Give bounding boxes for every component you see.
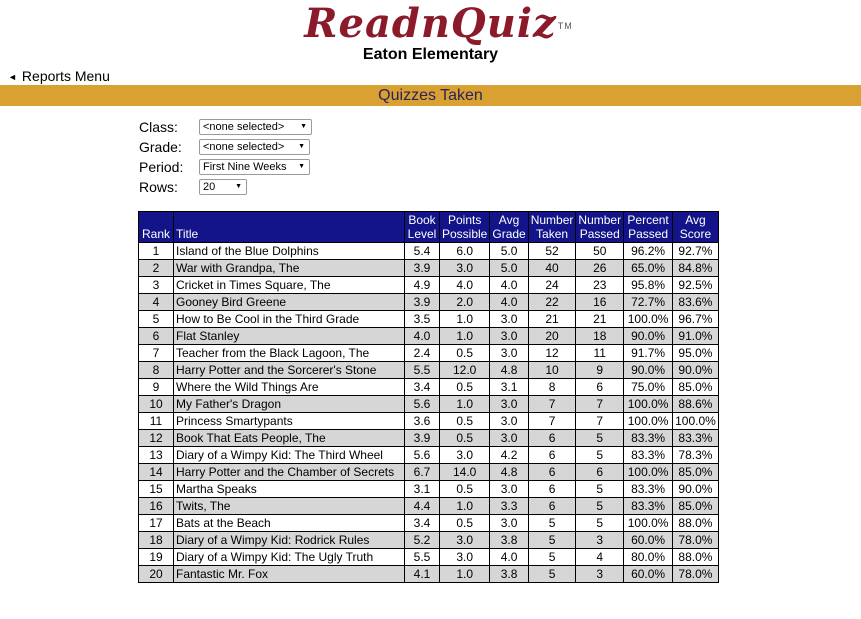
cell-points: 1.0 (440, 498, 490, 515)
cell-avg-score: 78.0% (673, 532, 719, 549)
school-name: Eaton Elementary (362, 46, 499, 63)
cell-percent: 72.7% (624, 294, 673, 311)
cell-points: 3.0 (440, 260, 490, 277)
header-line: Passed (628, 227, 669, 241)
cell-points: 1.0 (440, 566, 490, 583)
cell-rank: 10 (139, 396, 174, 413)
table-row (139, 277, 719, 294)
cell-avg-score: 88.0% (673, 515, 719, 532)
filter-label: Period: (139, 159, 184, 175)
cell-taken: 6 (528, 464, 576, 481)
table-row (139, 532, 719, 549)
cell-avg-grade: 3.0 (490, 311, 528, 328)
header-line: Number (578, 213, 622, 227)
cell-avg-grade: 3.0 (490, 481, 528, 498)
cell-book-level: 3.4 (405, 515, 440, 532)
cell-taken: 6 (528, 498, 576, 515)
cell-taken: 21 (528, 311, 576, 328)
cell-percent: 95.8% (624, 277, 673, 294)
table-row (139, 362, 719, 379)
cell-avg-score: 88.0% (673, 549, 719, 566)
cell-book-level: 6.7 (405, 464, 440, 481)
cell-book-level: 3.6 (405, 413, 440, 430)
cell-passed: 3 (576, 532, 624, 549)
cell-rank: 11 (139, 413, 174, 430)
cell-avg-score: 78.3% (673, 447, 719, 464)
cell-book-level: 4.0 (405, 328, 440, 345)
reports-menu-link[interactable] (8, 68, 110, 84)
logo-trademark: TM (557, 21, 573, 31)
table-row (139, 515, 719, 532)
header-line: Score (679, 227, 712, 241)
col-title[interactable]: Title (174, 212, 405, 243)
col-avg-score[interactable] (673, 212, 719, 243)
cell-taken: 5 (528, 549, 576, 566)
cell-rank: 17 (139, 515, 174, 532)
cell-passed: 16 (576, 294, 624, 311)
col-number-taken[interactable] (528, 212, 576, 243)
quizzes-table (138, 211, 719, 583)
cell-title: Flat Stanley (174, 328, 405, 345)
cell-rank: 6 (139, 328, 174, 345)
triangle-down-icon: ▼ (298, 163, 305, 170)
cell-passed: 5 (576, 447, 624, 464)
cell-passed: 23 (576, 277, 624, 294)
cell-avg-grade: 3.3 (490, 498, 528, 515)
cell-taken: 6 (528, 430, 576, 447)
cell-passed: 5 (576, 430, 624, 447)
cell-taken: 7 (528, 396, 576, 413)
cell-avg-score: 78.0% (673, 566, 719, 583)
cell-title: Teacher from the Black Lagoon, The (174, 345, 405, 362)
cell-avg-grade: 5.0 (490, 260, 528, 277)
cell-rank: 3 (139, 277, 174, 294)
reports-menu-label: Reports Menu (21, 68, 110, 84)
cell-avg-grade: 4.0 (490, 549, 528, 566)
cell-taken: 6 (528, 447, 576, 464)
cell-title: Princess Smartypants (174, 413, 405, 430)
cell-rank: 20 (139, 566, 174, 583)
triangle-left-icon: ◄ (8, 72, 17, 82)
cell-taken: 5 (528, 515, 576, 532)
table-row (139, 379, 719, 396)
cell-avg-score: 92.7% (673, 243, 719, 260)
cell-avg-score: 90.0% (673, 481, 719, 498)
select-value: <none selected> (203, 121, 285, 133)
col-number-passed[interactable] (576, 212, 624, 243)
header-line: Book (408, 213, 436, 227)
cell-rank: 1 (139, 243, 174, 260)
cell-avg-score: 95.0% (673, 345, 719, 362)
table-row (139, 481, 719, 498)
cell-points: 4.0 (440, 277, 490, 294)
cell-taken: 7 (528, 413, 576, 430)
cell-avg-grade: 4.0 (490, 294, 528, 311)
cell-book-level: 5.6 (405, 396, 440, 413)
cell-book-level: 5.5 (405, 549, 440, 566)
header-line: Points (448, 213, 482, 227)
cell-book-level: 3.4 (405, 379, 440, 396)
header-line: Grade (492, 227, 526, 241)
col-book-level[interactable] (405, 212, 440, 243)
class-select[interactable] (199, 119, 312, 135)
cell-points: 1.0 (440, 328, 490, 345)
cell-taken: 24 (528, 277, 576, 294)
cell-rank: 12 (139, 430, 174, 447)
cell-book-level: 3.1 (405, 481, 440, 498)
cell-book-level: 3.5 (405, 311, 440, 328)
cell-book-level: 3.9 (405, 260, 440, 277)
cell-avg-grade: 5.0 (490, 243, 528, 260)
cell-avg-grade: 3.0 (490, 515, 528, 532)
col-percent-passed[interactable] (624, 212, 673, 243)
cell-passed: 7 (576, 413, 624, 430)
cell-rank: 18 (139, 532, 174, 549)
cell-book-level: 4.1 (405, 566, 440, 583)
cell-taken: 52 (528, 243, 576, 260)
cell-percent: 96.2% (624, 243, 673, 260)
cell-percent: 83.3% (624, 498, 673, 515)
filter-class (139, 117, 312, 137)
cell-title: Bats at the Beach (174, 515, 405, 532)
table-row (139, 464, 719, 481)
cell-rank: 4 (139, 294, 174, 311)
cell-taken: 5 (528, 532, 576, 549)
cell-rank: 9 (139, 379, 174, 396)
header-line: Passed (579, 227, 620, 241)
cell-percent: 83.3% (624, 430, 673, 447)
table-row (139, 498, 719, 515)
header-line: Taken (536, 227, 569, 241)
cell-percent: 90.0% (624, 328, 673, 345)
cell-book-level: 5.5 (405, 362, 440, 379)
cell-percent: 100.0% (624, 464, 673, 481)
filter-period (139, 157, 312, 177)
cell-title: Book That Eats People, The (174, 430, 405, 447)
filter-panel (139, 117, 312, 197)
cell-title: Fantastic Mr. Fox (174, 566, 405, 583)
table-row (139, 396, 719, 413)
cell-percent: 75.0% (624, 379, 673, 396)
cell-avg-grade: 4.2 (490, 447, 528, 464)
cell-percent: 100.0% (624, 396, 673, 413)
grade-select[interactable] (199, 139, 310, 155)
cell-passed: 5 (576, 481, 624, 498)
cell-rank: 19 (139, 549, 174, 566)
cell-passed: 21 (576, 311, 624, 328)
cell-passed: 11 (576, 345, 624, 362)
cell-passed: 50 (576, 243, 624, 260)
cell-avg-grade: 3.0 (490, 430, 528, 447)
cell-points: 12.0 (440, 362, 490, 379)
cell-points: 14.0 (440, 464, 490, 481)
header-line: Avg (498, 213, 520, 227)
cell-points: 2.0 (440, 294, 490, 311)
table-row (139, 243, 719, 260)
cell-rank: 15 (139, 481, 174, 498)
cell-percent: 90.0% (624, 362, 673, 379)
cell-book-level: 5.2 (405, 532, 440, 549)
cell-points: 3.0 (440, 549, 490, 566)
logo-main: ReadnQuiz (304, 0, 557, 47)
cell-percent: 60.0% (624, 566, 673, 583)
cell-points: 0.5 (440, 515, 490, 532)
cell-title: Martha Speaks (174, 481, 405, 498)
logo-text (304, 0, 573, 47)
cell-book-level: 5.4 (405, 243, 440, 260)
cell-passed: 18 (576, 328, 624, 345)
cell-passed: 4 (576, 549, 624, 566)
cell-book-level: 5.6 (405, 447, 440, 464)
cell-points: 1.0 (440, 396, 490, 413)
table-row (139, 328, 719, 345)
cell-title: How to Be Cool in the Third Grade (174, 311, 405, 328)
cell-title: Cricket in Times Square, The (174, 277, 405, 294)
cell-points: 0.5 (440, 379, 490, 396)
cell-taken: 6 (528, 481, 576, 498)
page-title-banner (0, 85, 861, 106)
cell-avg-score: 92.5% (673, 277, 719, 294)
cell-rank: 8 (139, 362, 174, 379)
table-row (139, 345, 719, 362)
cell-percent: 65.0% (624, 260, 673, 277)
cell-points: 0.5 (440, 481, 490, 498)
triangle-down-icon: ▼ (300, 123, 307, 130)
cell-passed: 5 (576, 498, 624, 515)
cell-points: 1.0 (440, 311, 490, 328)
cell-rank: 7 (139, 345, 174, 362)
table-header-row (139, 212, 719, 243)
filter-grade (139, 137, 312, 157)
header-line: Possible (442, 227, 488, 241)
cell-points: 0.5 (440, 430, 490, 447)
cell-title: Diary of a Wimpy Kid: Rodrick Rules (174, 532, 405, 549)
cell-avg-grade: 3.0 (490, 328, 528, 345)
table-row (139, 294, 719, 311)
cell-avg-grade: 4.0 (490, 277, 528, 294)
table-body (139, 243, 719, 583)
triangle-down-icon: ▼ (298, 143, 305, 150)
cell-title: Twits, The (174, 498, 405, 515)
cell-avg-grade: 3.0 (490, 345, 528, 362)
cell-passed: 26 (576, 260, 624, 277)
table-row (139, 447, 719, 464)
period-select[interactable] (199, 159, 310, 175)
cell-taken: 10 (528, 362, 576, 379)
select-value: First Nine Weeks (203, 161, 287, 173)
cell-taken: 8 (528, 379, 576, 396)
table-row (139, 430, 719, 447)
cell-book-level: 3.9 (405, 294, 440, 311)
col-avg-grade[interactable] (490, 212, 528, 243)
col-points-possible[interactable] (440, 212, 490, 243)
cell-avg-grade: 4.8 (490, 362, 528, 379)
cell-taken: 40 (528, 260, 576, 277)
cell-avg-grade: 3.1 (490, 379, 528, 396)
cell-passed: 6 (576, 464, 624, 481)
cell-title: Harry Potter and the Chamber of Secrets (174, 464, 405, 481)
page-title: Quizzes Taken (378, 87, 483, 104)
cell-avg-score: 91.0% (673, 328, 719, 345)
cell-percent: 83.3% (624, 481, 673, 498)
cell-title: Where the Wild Things Are (174, 379, 405, 396)
cell-points: 6.0 (440, 243, 490, 260)
cell-points: 3.0 (440, 532, 490, 549)
rows-select[interactable] (199, 179, 247, 195)
cell-passed: 6 (576, 379, 624, 396)
cell-taken: 20 (528, 328, 576, 345)
cell-taken: 5 (528, 566, 576, 583)
table-row (139, 566, 719, 583)
cell-points: 0.5 (440, 413, 490, 430)
app-logo (0, 2, 861, 46)
cell-avg-grade: 3.0 (490, 413, 528, 430)
cell-avg-score: 100.0% (673, 413, 719, 430)
cell-title: Island of the Blue Dolphins (174, 243, 405, 260)
cell-avg-score: 83.3% (673, 430, 719, 447)
cell-percent: 91.7% (624, 345, 673, 362)
cell-avg-score: 84.8% (673, 260, 719, 277)
filter-label: Grade: (139, 139, 182, 155)
cell-title: Diary of a Wimpy Kid: The Third Wheel (174, 447, 405, 464)
cell-passed: 7 (576, 396, 624, 413)
cell-taken: 22 (528, 294, 576, 311)
cell-taken: 12 (528, 345, 576, 362)
cell-percent: 83.3% (624, 447, 673, 464)
col-rank[interactable]: Rank (139, 212, 174, 243)
filter-rows (139, 177, 312, 197)
cell-book-level: 4.9 (405, 277, 440, 294)
cell-rank: 5 (139, 311, 174, 328)
cell-title: Harry Potter and the Sorcerer's Stone (174, 362, 405, 379)
cell-percent: 100.0% (624, 515, 673, 532)
cell-title: Diary of a Wimpy Kid: The Ugly Truth (174, 549, 405, 566)
table-row (139, 549, 719, 566)
cell-points: 3.0 (440, 447, 490, 464)
cell-passed: 3 (576, 566, 624, 583)
cell-percent: 100.0% (624, 311, 673, 328)
cell-rank: 14 (139, 464, 174, 481)
select-value: 20 (203, 181, 216, 193)
cell-avg-score: 83.6% (673, 294, 719, 311)
header-line: Avg (685, 213, 706, 227)
cell-avg-grade: 3.0 (490, 396, 528, 413)
cell-book-level: 2.4 (405, 345, 440, 362)
cell-passed: 5 (576, 515, 624, 532)
filter-label: Rows: (139, 179, 178, 195)
table-row (139, 260, 719, 277)
cell-avg-score: 85.0% (673, 498, 719, 515)
cell-passed: 9 (576, 362, 624, 379)
cell-avg-score: 85.0% (673, 464, 719, 481)
cell-title: Gooney Bird Greene (174, 294, 405, 311)
cell-avg-grade: 3.8 (490, 532, 528, 549)
header-line: Number (530, 213, 574, 227)
select-value: <none selected> (203, 141, 285, 153)
cell-points: 0.5 (440, 345, 490, 362)
cell-avg-grade: 4.8 (490, 464, 528, 481)
cell-avg-score: 88.6% (673, 396, 719, 413)
cell-percent: 80.0% (624, 549, 673, 566)
cell-avg-grade: 3.8 (490, 566, 528, 583)
filter-label: Class: (139, 119, 178, 135)
cell-rank: 16 (139, 498, 174, 515)
cell-avg-score: 96.7% (673, 311, 719, 328)
cell-title: War with Grandpa, The (174, 260, 405, 277)
cell-percent: 60.0% (624, 532, 673, 549)
header-line: Percent (627, 213, 669, 227)
triangle-down-icon: ▼ (235, 183, 242, 190)
cell-rank: 13 (139, 447, 174, 464)
table-row (139, 413, 719, 430)
cell-book-level: 3.9 (405, 430, 440, 447)
cell-avg-score: 85.0% (673, 379, 719, 396)
header-line: Level (407, 227, 437, 241)
cell-rank: 2 (139, 260, 174, 277)
cell-avg-score: 90.0% (673, 362, 719, 379)
cell-percent: 100.0% (624, 413, 673, 430)
table-row (139, 311, 719, 328)
cell-book-level: 4.4 (405, 498, 440, 515)
cell-title: My Father's Dragon (174, 396, 405, 413)
